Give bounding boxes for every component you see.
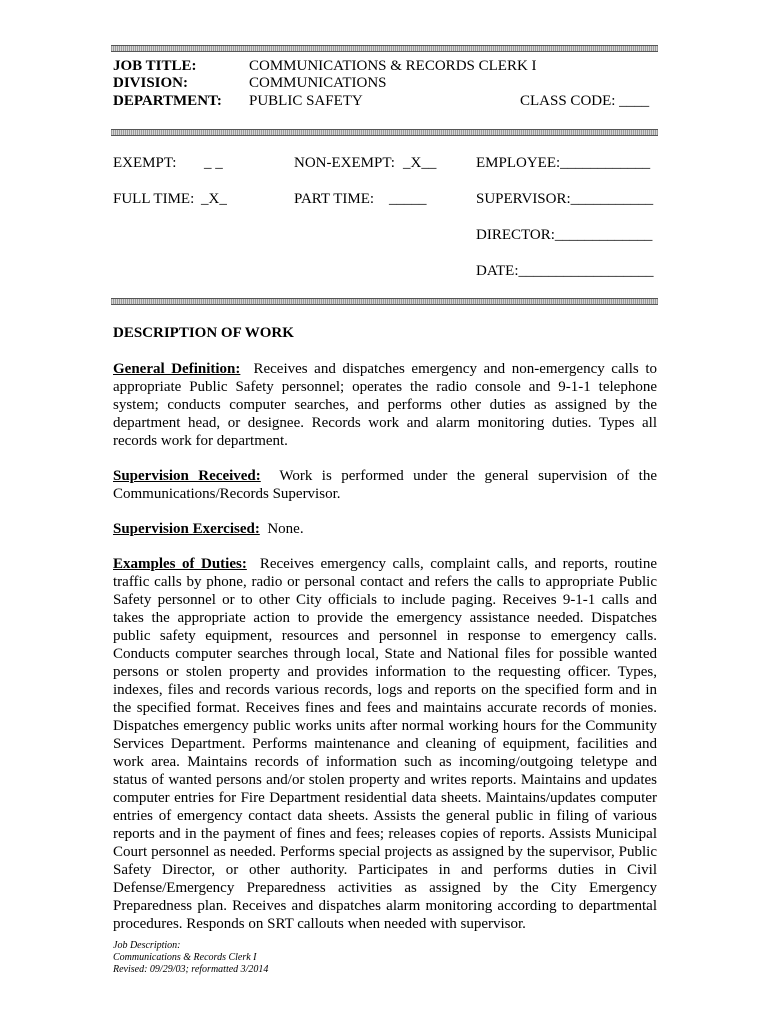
part-time-value: _____: [389, 191, 427, 207]
department-value: PUBLIC SAFETY: [249, 93, 363, 109]
footer-line-2: Communications & Records Clerk I: [113, 952, 257, 963]
examples-of-duties-text: Receives emergency calls, complaint calls, and reports, routine traffic calls by phone, radio or personal contact and refers the calls to appropriate Public Safety personnel or to other City officials to include paging. Receives 9-1-1 calls and takes the appropriate action to provide the emergency assistance needed. Dispatches public safety equipment, resources and personnel in response to emergency calls. Conducts computer searches through local, State and National files for possible wanted persons or stolen property and provides information to the requesting officer. Types, indexes, files and records various records, logs and reports on the specified form and in the specified format. Receives fines and fees and maintains accurate records of monies. Dispatches emergency public works units after normal working hours for the Community Services Department. Performs maintenance and cleaning of equipment, facilities and work area. Maintains records of information such as incoming/outgoing teletype and status of wanted persons and/or stolen property and writes reports. Maintains and updates computer entries for Fire Department residential data sheets. Maintains/updates computer entries of emergency contact data sheets. Assists the general public in filing of various reports and in the payment of fines and fees; releases copies of reports. Assists Municipal Court personnel as needed. Performs special projects as assigned by the supervisor, Public Safety Director, or other authority. Participates in and performs duties in Civil Defense/Emergency Preparedness activities as assigned by the City Emergency Preparedness plan. Receives and dispatches alarm monitoring according to departmental procedures. Responds on SRT callouts when needed with supervisor.: [113, 556, 657, 932]
non-exempt-label: NON-EXEMPT:: [294, 155, 395, 171]
full-time-label: FULL TIME:: [113, 191, 195, 207]
supervision-received-paragraph: [113, 467, 657, 503]
general-definition-paragraph: [113, 360, 657, 450]
header-rule: [111, 129, 658, 136]
supervision-exercised-label: Supervision Exercised:: [113, 521, 260, 537]
job-title-value: COMMUNICATIONS & RECORDS CLERK I: [249, 58, 537, 74]
examples-of-duties-label: Examples of Duties:: [113, 556, 247, 572]
footer-line-1: Job Description:: [113, 940, 181, 951]
general-definition-text: Receives and dispatches emergency and non-emergency calls to appropriate Public Safety personnel; operates the radio console and 9-1-1 telephone system; conducts computer searches, and performs other duties as assigned by the department head, or designee. Records work and alarm monitoring duties. Types all records work for department.: [113, 361, 657, 449]
supervision-exercised-paragraph: [113, 520, 657, 538]
division-label: DIVISION:: [113, 75, 189, 91]
full-time-value: _X_: [201, 191, 227, 207]
division-value: COMMUNICATIONS: [249, 75, 387, 91]
job-title-label: JOB TITLE:: [113, 58, 197, 74]
non-exempt-value: _X__: [403, 155, 437, 171]
supervisor-field: SUPERVISOR:___________: [476, 191, 654, 207]
section-title: DESCRIPTION OF WORK: [113, 325, 294, 341]
top-rule: [111, 45, 658, 52]
supervision-received-label: Supervision Received:: [113, 468, 261, 484]
supervision-exercised-text: None.: [267, 521, 304, 537]
employee-field: EMPLOYEE:____________: [476, 155, 651, 171]
date-field: DATE:__________________: [476, 263, 654, 279]
director-field: DIRECTOR:_____________: [476, 227, 653, 243]
examples-of-duties-paragraph: [113, 555, 657, 933]
general-definition-label: General Definition:: [113, 361, 241, 377]
footer-line-3: Revised: 09/29/03; reformatted 3/2014: [113, 964, 269, 975]
exempt-label: EXEMPT:: [113, 155, 177, 171]
footer: [113, 940, 268, 976]
department-label: DEPARTMENT:: [113, 93, 222, 109]
part-time-label: PART TIME:: [294, 191, 375, 207]
status-rule: [111, 298, 658, 305]
class-code: CLASS CODE: ____: [520, 93, 650, 109]
supervision-received-text: Work is performed under the general supervision of the Communications/Records Supervisor.: [113, 468, 657, 502]
exempt-value: _ _: [204, 155, 223, 171]
